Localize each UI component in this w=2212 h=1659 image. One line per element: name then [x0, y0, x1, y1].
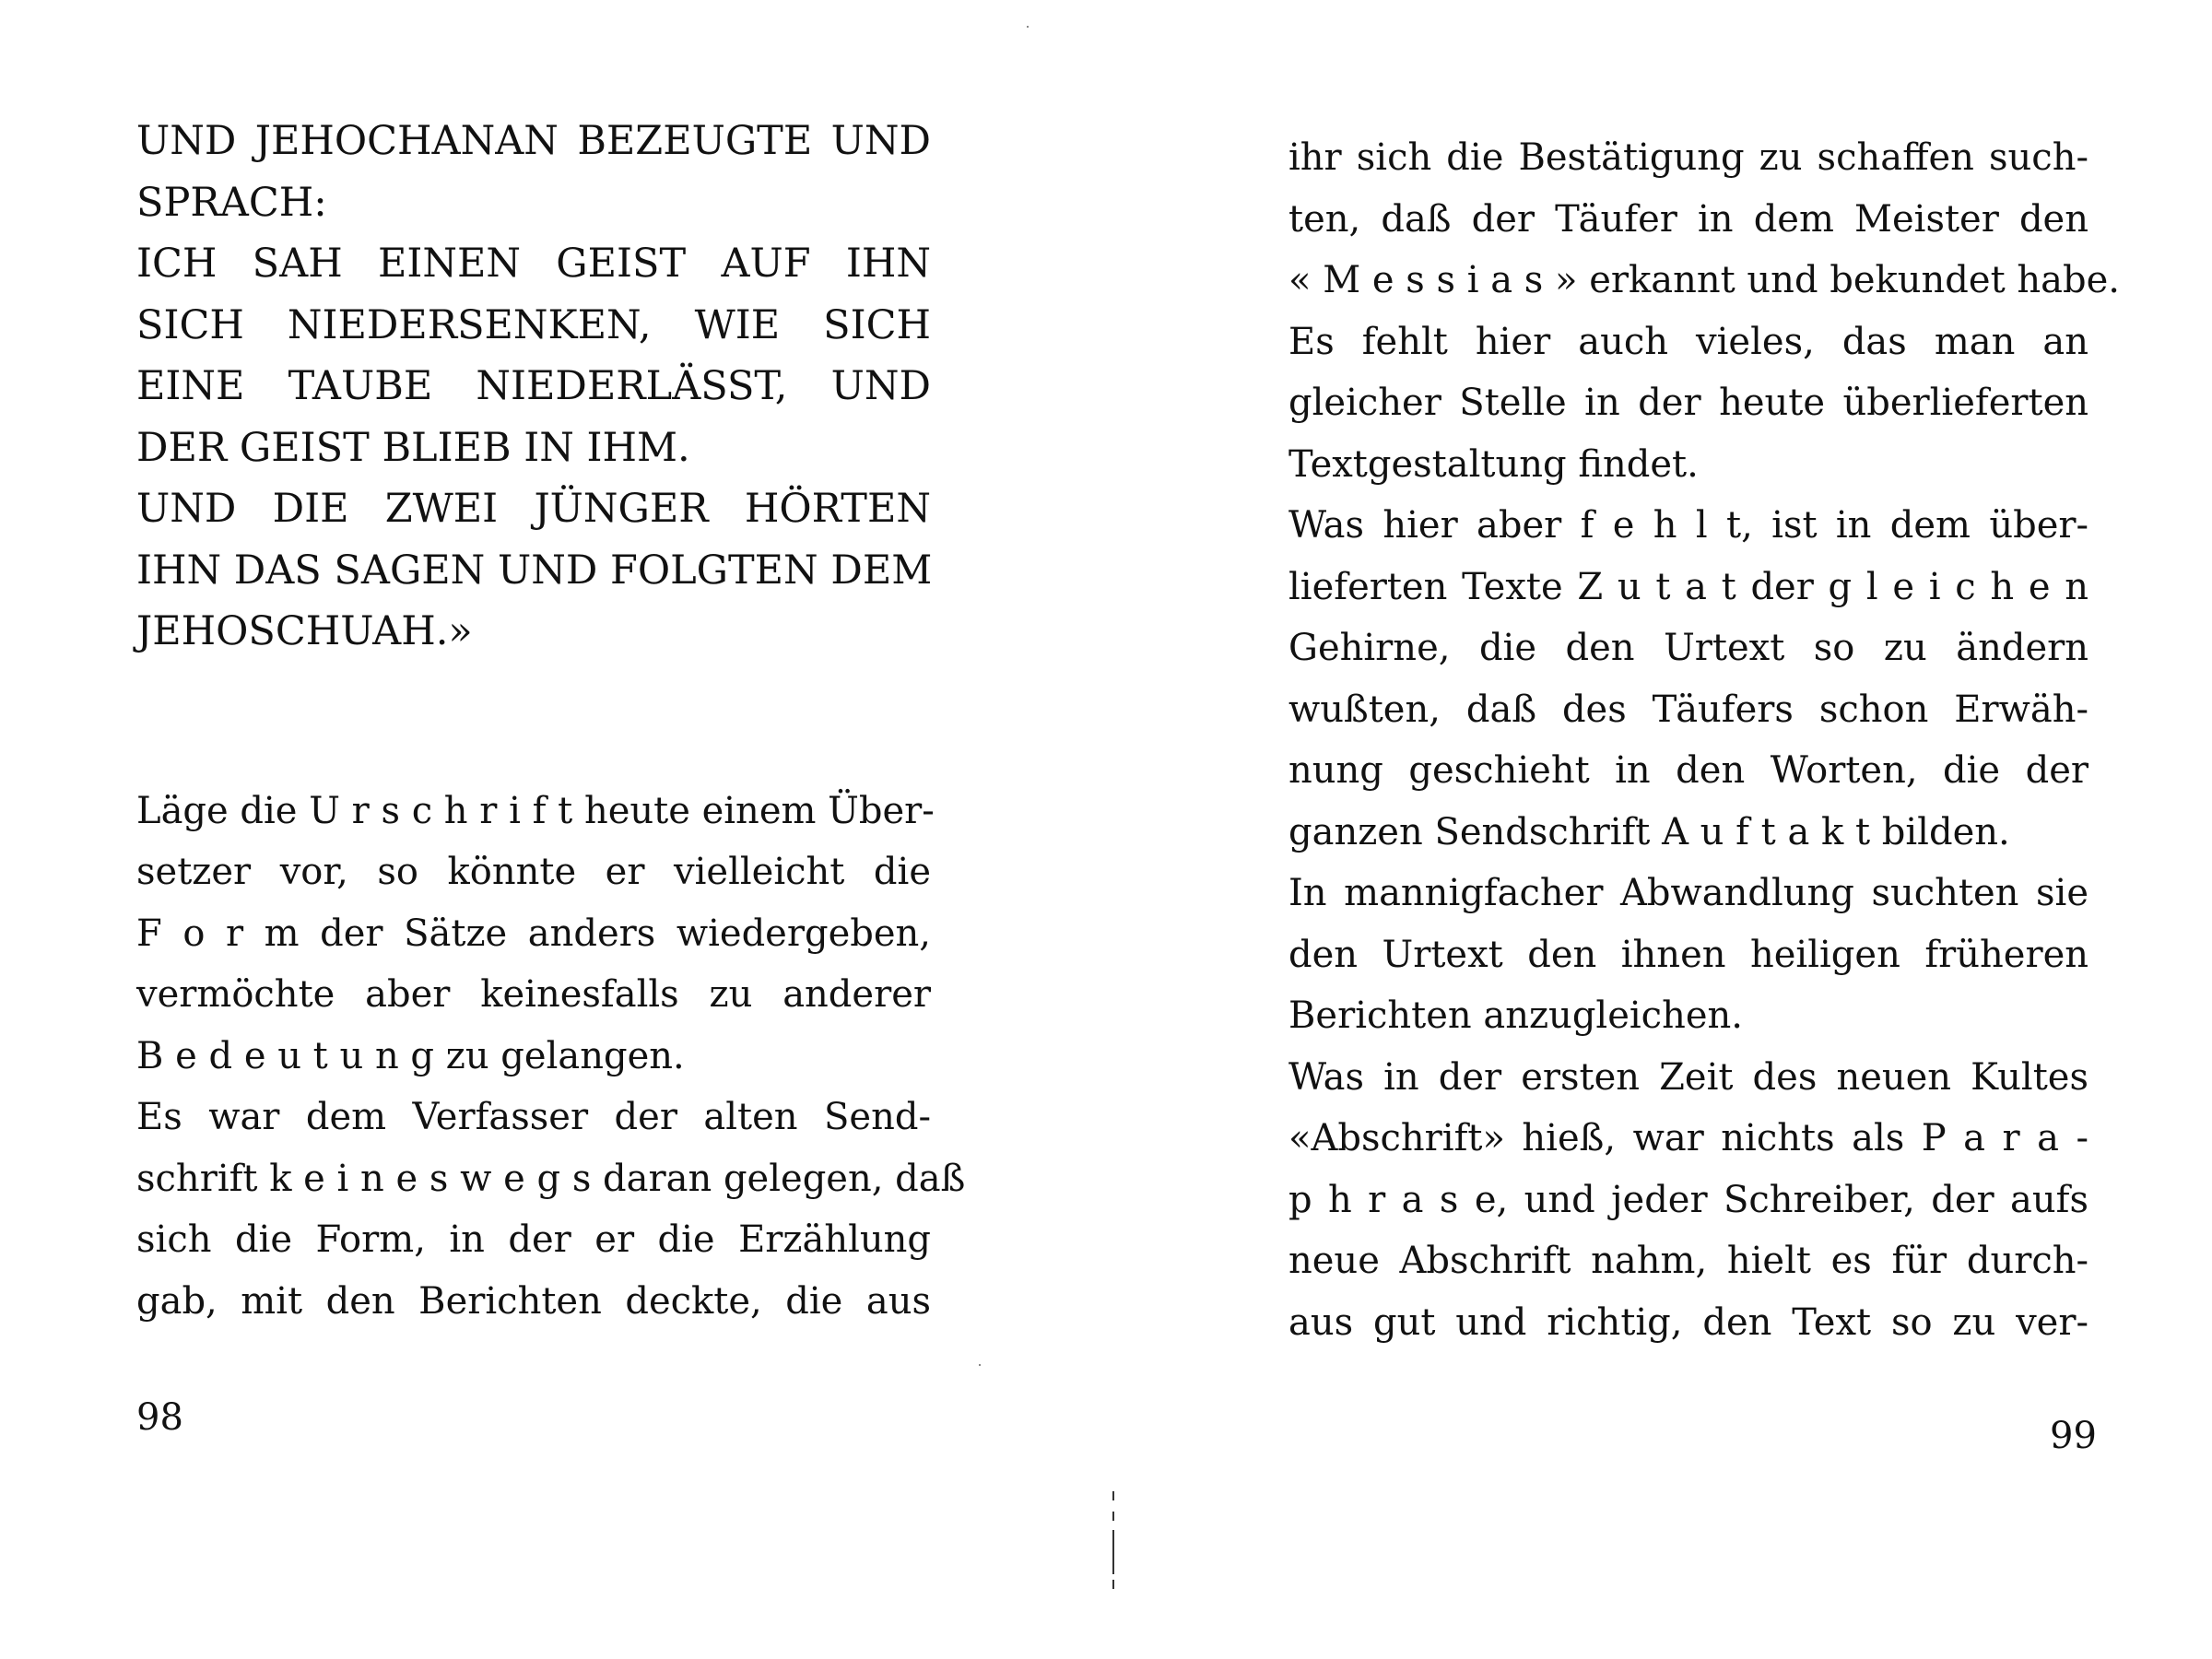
page-number-left: 98	[136, 1396, 183, 1439]
text-line: nung geschieht in den Worten, die der	[1288, 749, 2088, 792]
text-line: «Abschrift» hieß, war nichts als P a r a -	[1288, 1117, 2088, 1159]
text-line: F o r m der Sätze anders wiedergeben,	[136, 912, 931, 955]
text-line: Gehirne, die den Urtext so zu ändern	[1288, 627, 2088, 669]
text-line: Es fehlt hier auch vieles, das man an	[1288, 320, 2088, 363]
text-line: Läge die U r s c h r i f t heute einem Über-	[136, 789, 935, 832]
gutter-line	[1112, 1530, 1114, 1574]
text-line: schrift k e i n e s w e g s daran gelegen, daß	[136, 1157, 966, 1200]
gutter-tick	[1112, 1491, 1114, 1500]
scan-speck	[1027, 26, 1029, 28]
caps-heading-block	[136, 111, 931, 663]
text-line: Was in der ersten Zeit des neuen Kultes	[1288, 1055, 2088, 1099]
gutter-tick	[1112, 1512, 1114, 1521]
text-line: aus gut und richtig, den Text so zu ver-	[1288, 1300, 2088, 1344]
text-line: p h r a s e, und jeder Schreiber, der aufs	[1288, 1178, 2088, 1221]
caps-line: SICH NIEDERSENKEN, WIE SICH	[136, 301, 931, 348]
caps-line: EINE TAUBE NIEDERLÄSST, UND	[136, 363, 931, 409]
text-line: vermöchte aber keinesfalls zu anderer	[136, 973, 931, 1016]
caps-line: UND JEHOCHANAN BEZEUGTE UND	[136, 118, 931, 164]
text-line: Was hier aber f e h l t, ist in dem über-	[1288, 504, 2088, 547]
right-page	[1106, 0, 2212, 1659]
caps-line: SPRACH:	[136, 179, 327, 226]
right-text-column	[1288, 127, 2120, 1353]
text-line: wußten, daß des Täufers schon Erwäh-	[1288, 688, 2088, 731]
text-line: neue Abschrift nahm, hielt es für durch-	[1288, 1240, 2088, 1282]
text-line: sich die Form, in der er die Erzählung	[136, 1218, 931, 1261]
text-line: setzer vor, so könnte er vielleicht die	[136, 851, 931, 893]
text-line: Berichten anzugleichen.	[1288, 994, 1743, 1037]
text-line: den Urtext den ihnen heiligen früheren	[1288, 933, 2088, 976]
text-line: ihr sich die Bestätigung zu schaffen such-	[1288, 136, 2088, 179]
left-text-column	[136, 111, 966, 1332]
text-line: Textgestaltung findet.	[1288, 442, 1699, 486]
text-line: In mannigfacher Abwandlung suchten sie	[1288, 872, 2088, 914]
left-body-text	[136, 781, 966, 1333]
page-number-right: 99	[2050, 1415, 2097, 1457]
caps-line: JEHOSCHUAH.»	[136, 608, 473, 654]
text-line: ganzen Sendschrift A u f t a k t bilden.	[1288, 810, 2010, 853]
caps-line: UND DIE ZWEI JÜNGER HÖRTEN	[136, 486, 931, 532]
text-line: Es war dem Verfasser der alten Send-	[136, 1096, 931, 1138]
text-line: gab, mit den Berichten deckte, die aus	[136, 1279, 931, 1323]
text-line: lieferten Texte Z u t a t der g l e i c h e n	[1288, 565, 2088, 608]
caps-line: ICH SAH EINEN GEIST AUF IHN	[136, 241, 931, 287]
gutter-tick	[1112, 1580, 1114, 1589]
text-line: B e d e u t u n g zu gelangen.	[136, 1034, 685, 1077]
text-line: gleicher Stelle in der heute überlieferten	[1288, 382, 2088, 424]
text-line: « M e s s i a s » erkannt und bekundet habe.	[1288, 259, 2120, 301]
paragraph-gap	[136, 663, 931, 781]
scan-speck	[979, 1364, 981, 1366]
text-line: ten, daß der Täufer in dem Meister den	[1288, 197, 2088, 241]
caps-line: IHN DAS SAGEN UND FOLGTEN DEM	[136, 547, 933, 594]
caps-line: DER GEIST BLIEB IN IHM.	[136, 424, 690, 471]
